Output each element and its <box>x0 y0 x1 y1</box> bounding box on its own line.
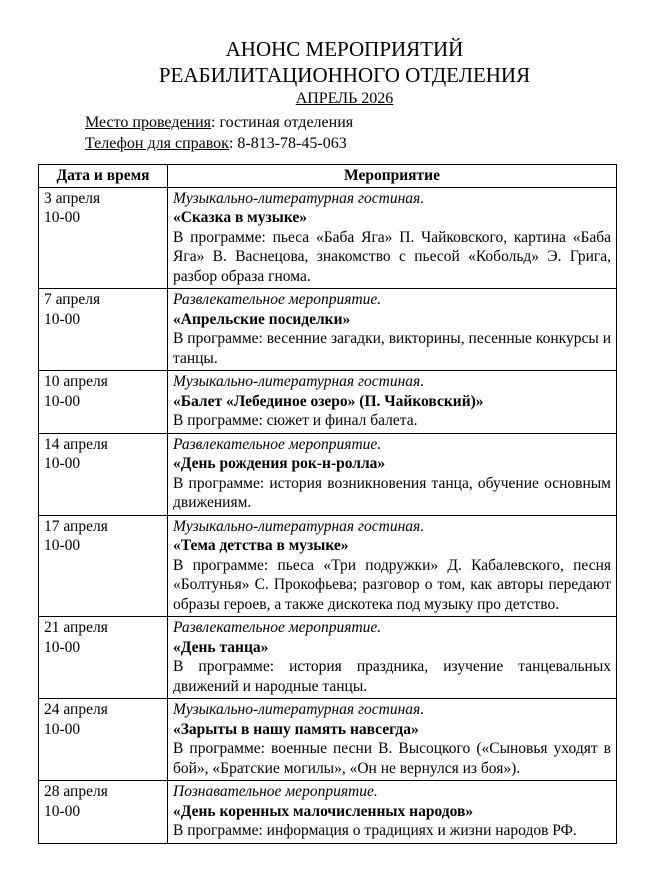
event-title: «Тема детства в музыке» <box>173 537 349 554</box>
column-header-date: Дата и время <box>39 165 168 188</box>
event-description: В программе: военные песни В. Высоцкого («Сыновья уходят в бой», «Братские могилы», «Он не вернулся из боя»). <box>173 740 611 777</box>
event-cell <box>168 187 617 289</box>
event-time: 10-00 <box>44 802 81 820</box>
event-cell <box>168 289 617 371</box>
event-date: 28 апреля <box>44 783 108 800</box>
event-time: 10-00 <box>44 209 81 226</box>
document-title <box>72 36 617 88</box>
event-date: 10 апреля <box>44 373 108 390</box>
title-line-1: АНОНС МЕРОПРИЯТИЙ <box>225 37 464 61</box>
date-time-cell <box>39 371 168 434</box>
date-time-cell <box>39 699 168 781</box>
event-category: Развлекательное мероприятие. <box>173 435 382 453</box>
event-date: 14 апреля <box>44 435 108 453</box>
event-title: «Сказка в музыке» <box>173 209 307 226</box>
event-description: В программе: сюжет и финал балета. <box>173 412 418 429</box>
event-time: 10-00 <box>44 392 81 410</box>
event-category: Музыкально-литературная гостиная. <box>173 517 425 535</box>
events-table-body <box>39 187 617 843</box>
event-date: 3 апреля <box>44 189 101 207</box>
date-time-cell <box>39 781 168 844</box>
event-description: В программе: история возникновения танца, обучение основным движениям. <box>173 474 611 511</box>
event-description: В программе: весенние загадки, викторины, песенные конкурсы и танцы. <box>173 330 611 367</box>
event-description: В программе: история праздника, изучение танцевальных движений и народные танцы. <box>173 658 611 695</box>
table-header-row <box>39 165 617 188</box>
phone-value: : 8-813-78-45-063 <box>228 135 347 152</box>
event-cell <box>168 433 617 515</box>
event-category: Развлекательное мероприятие. <box>173 291 382 308</box>
event-date: 7 апреля <box>44 291 101 308</box>
table-row <box>39 187 617 289</box>
date-time-cell <box>39 617 168 699</box>
event-date: 17 апреля <box>44 517 108 535</box>
event-cell <box>168 515 617 617</box>
events-table <box>38 164 617 844</box>
date-time-cell <box>39 187 168 289</box>
event-date: 21 апреля <box>44 619 108 636</box>
event-time: 10-00 <box>44 455 81 472</box>
month-line <box>72 88 617 110</box>
event-time: 10-00 <box>44 537 81 554</box>
title-line-2: РЕАБИЛИТАЦИОННОГО ОТДЕЛЕНИЯ <box>158 63 531 87</box>
event-title: «Апрельские посиделки» <box>173 310 351 328</box>
date-time-cell <box>39 515 168 617</box>
event-time: 10-00 <box>44 638 81 656</box>
event-cell <box>168 781 617 844</box>
table-row <box>39 289 617 371</box>
event-title: «День рождения рок-н-ролла» <box>173 455 386 472</box>
info-block <box>85 112 617 154</box>
event-date: 24 апреля <box>44 701 108 718</box>
event-description: В программе: информация о традициях и жизни народов РФ. <box>173 822 577 839</box>
event-category: Музыкально-литературная гостиная. <box>173 701 425 718</box>
event-title: «День танца» <box>173 638 269 656</box>
table-row <box>39 371 617 434</box>
table-row <box>39 781 617 844</box>
venue-value: : гостиная отделения <box>211 114 354 131</box>
venue-label: Место проведения <box>85 114 212 131</box>
table-row <box>39 617 617 699</box>
month-heading: АПРЕЛЬ 2026 <box>295 90 394 107</box>
event-category: Музыкально-литературная гостиная. <box>173 189 425 207</box>
event-time: 10-00 <box>44 310 81 328</box>
table-row <box>39 699 617 781</box>
event-title: «Балет «Лебединое озеро» (П. Чайковский)» <box>173 392 484 410</box>
event-title: «День коренных малочисленных народов» <box>173 802 474 820</box>
date-time-cell <box>39 289 168 371</box>
date-time-cell <box>39 433 168 515</box>
phone-line <box>85 133 617 154</box>
event-cell <box>168 617 617 699</box>
column-header-event: Мероприятие <box>168 165 617 188</box>
venue-line <box>85 112 617 133</box>
event-title: «Зарыты в нашу память навсегда» <box>173 720 419 738</box>
table-row <box>39 433 617 515</box>
event-cell <box>168 371 617 434</box>
phone-label: Телефон для справок <box>85 135 229 152</box>
table-row <box>39 515 617 617</box>
event-cell <box>168 699 617 781</box>
event-description: В программе: пьеса «Баба Яга» П. Чайковского, картина «Баба Яга» В. Васнецова, знакомство с пьесой «Кобольд» Э. Грига, разбор образа гнома. <box>173 228 611 285</box>
event-category: Музыкально-литературная гостиная. <box>173 373 425 390</box>
event-description: В программе: пьеса «Три подружки» Д. Кабалевского, песня «Болтунья» С. Прокофьева; разговор о том, как авторы передают образы героев, а также дискотека под музыку про детство. <box>173 556 611 613</box>
event-time: 10-00 <box>44 720 81 738</box>
event-category: Познавательное мероприятие. <box>173 783 378 800</box>
event-category: Развлекательное мероприятие. <box>173 619 382 636</box>
